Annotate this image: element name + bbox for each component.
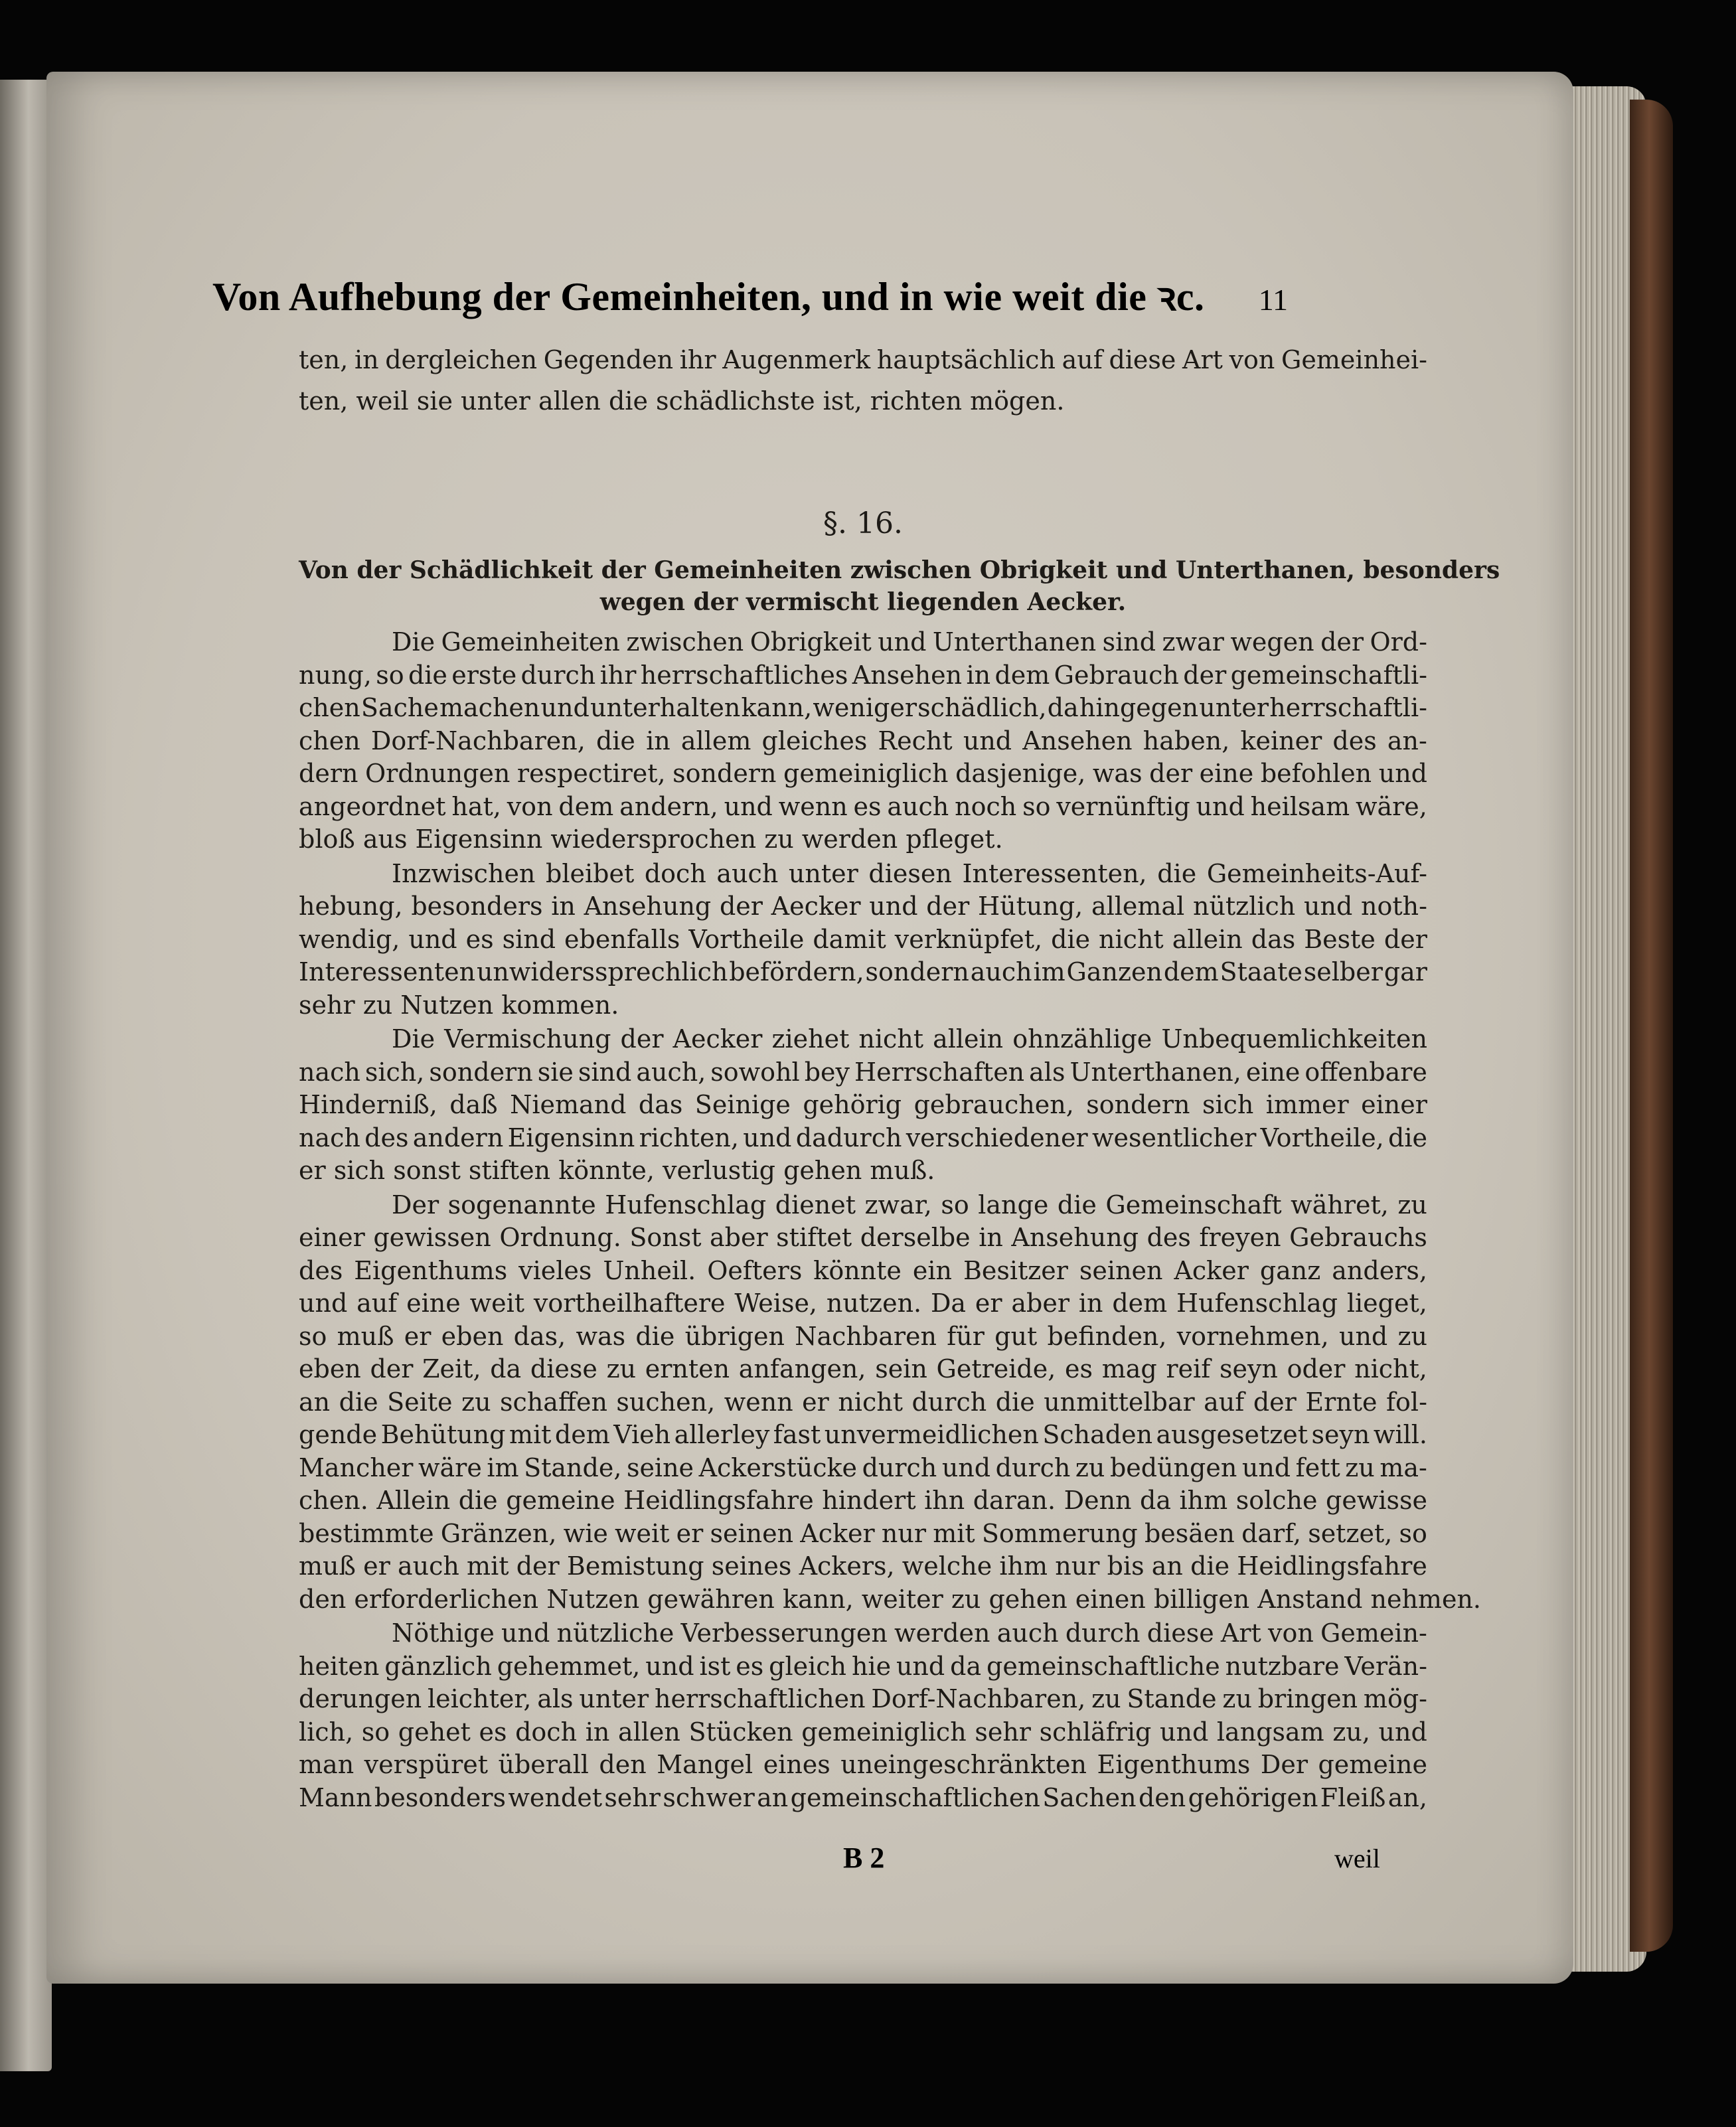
section-heading: Von der Schädlichkeit der Gemeinheiten zwischen Obrigkeit und Unterthanen, besonders [299,556,1500,584]
text-line: bloß aus Eigensinn wiedersprochen zu werden pfleget. [299,825,1003,854]
text-line: angeordnet hat, von dem andern, und wenn es auch noch so vernünftig und heilsam wäre, [299,791,1427,821]
text-line: Die Vermischung der Aecker ziehet nicht allein ohnzählige Unbequemlichkeiten [392,1024,1427,1054]
text-line: nach des andern Eigensinn richten, und dadurch verschiedener wesentlicher Vortheile, die [299,1123,1427,1152]
text-line: einer gewissen Ordnung. Sonst aber stiftet derselbe in Ansehung des freyen Gebrauchs [299,1223,1427,1252]
text-line: Nöthige und nützliche Verbesserungen werden auch durch diese Art von Gemein- [392,1618,1427,1648]
text-line: dern Ordnungen respectiret, sondern gemeiniglich dasjenige, was der eine befohlen und [299,759,1427,788]
book-page [46,72,1573,1984]
text-line: Die Gemeinheiten zwischen Obrigkeit und Unterthanen sind zwar wegen der Ord- [392,627,1427,657]
text-line: Hinderniß, daß Niemand das Seinige gehörig gebrauchen, sondern sich immer einer [299,1090,1427,1119]
section-heading: wegen der vermischt liegenden Aecker. [599,588,1127,616]
section-number: §. 16. [823,507,903,540]
text-line: nung, so die erste durch ihr herrschaftliches Ansehen in dem Gebrauch der gemeinschaftli- [299,660,1427,690]
text-line: derungen leichter, als unter herrschaftlichen Dorf-Nachbaren, zu Stande zu bringen mög- [299,1684,1427,1713]
text-line: sehr zu Nutzen kommen. [299,990,619,1020]
text-line: Interessenten unwiderssprechlich befördern, sondern auch im Ganzen dem Staate selber gar [299,957,1427,986]
text-line: hebung, besonders in Ansehung der Aecker und der Hütung, allemal nützlich und noth- [299,892,1427,921]
book-cover-edge [1630,100,1673,1952]
text-line: lich, so gehet es doch in allen Stücken gemeiniglich sehr schläfrig und langsam zu, und [299,1717,1427,1747]
running-header [212,268,1288,322]
text-line: und auf eine weit vortheilhaftere Weise, nutzen. Da er aber in dem Hufenschlag lieget, [299,1289,1427,1318]
page-number: 11 [1258,283,1288,317]
signature-mark: B 2 [843,1842,885,1874]
text-line: chen Sache machen und unterhalten kann, weniger schädlich, da hingegen unter herrschaftli- [299,693,1427,722]
text-line: er sich sonst stiften könnte, verlustig gehen muß. [299,1156,935,1185]
text-line: chen. Allein die gemeine Heidlingsfahre hindert ihn daran. Denn da ihm solche gewisse [299,1486,1427,1515]
text-line: ten, weil sie unter allen die schädlichste ist, richten mögen. [299,386,1065,416]
text-line: chen Dorf-Nachbaren, die in allem gleiches Recht und Ansehen haben, keiner des an- [299,726,1427,755]
text-line: heiten gänzlich gehemmet, und ist es gleich hie und da gemeinschaftliche nutzbare Verän- [299,1651,1427,1681]
text-line: Mancher wäre im Stande, seine Ackerstücke durch und durch zu bedüngen und fett zu ma- [299,1453,1427,1482]
text-line: Der sogenannte Hufenschlag dienet zwar, so lange die Gemeinschaft währet, zu [392,1190,1427,1220]
text-line: nach sich, sondern sie sind auch, sowohl bey Herrschaften als Unterthanen, eine offenbare [299,1057,1427,1087]
text-line: muß er auch mit der Bemistung seines Ackers, welche ihm nur bis an die Heidlingsfahre [299,1551,1427,1581]
text-line: des Eigenthums vieles Unheil. Oefters könnte ein Besitzer seinen Acker ganz anders, [299,1255,1427,1285]
text-line: ten, in dergleichen Gegenden ihr Augenmerk hauptsächlich auf diese Art von Gemeinhei- [299,345,1427,374]
text-line: Mann besonders wendet sehr schwer an gemeinschaftlichen Sachen den gehörigen Fleiß an, [299,1782,1427,1812]
text-line: wendig, und es sind ebenfalls Vortheile damit verknüpfet, die nicht allein das Beste der [299,924,1427,954]
text-line: gende Behütung mit dem Vieh allerley fast unvermeidlichen Schaden ausgesetzet seyn will. [299,1420,1427,1449]
running-title: Von Aufhebung der Gemeinheiten, und in wie weit die ꝛc. [212,275,1205,319]
text-line: so muß er eben das, was die übrigen Nachbaren für gut befinden, vornehmen, und zu [299,1321,1427,1351]
text-line: eben der Zeit, da diese zu ernten anfangen, sein Getreide, es mag reif seyn oder nicht, [299,1354,1427,1383]
text-line: man verspüret überall den Mangel eines uneingeschränkten Eigenthums Der gemeine [299,1750,1427,1779]
text-line: den erforderlichen Nutzen gewähren kann, weiter zu gehen einen billigen Anstand nehmen. [299,1584,1481,1614]
text-line: bestimmte Gränzen, wie weit er seinen Acker nur mit Sommerung besäen darf, setzet, so [299,1518,1427,1548]
catchword: weil [1334,1844,1380,1873]
text-line: an die Seite zu schaffen suchen, wenn er nicht durch die unmittelbar auf der Ernte fol- [299,1387,1427,1417]
facing-page-edge [0,80,52,2071]
text-line: Inzwischen bleibet doch auch unter diesen Interessenten, die Gemeinheits-Auf- [392,858,1427,888]
